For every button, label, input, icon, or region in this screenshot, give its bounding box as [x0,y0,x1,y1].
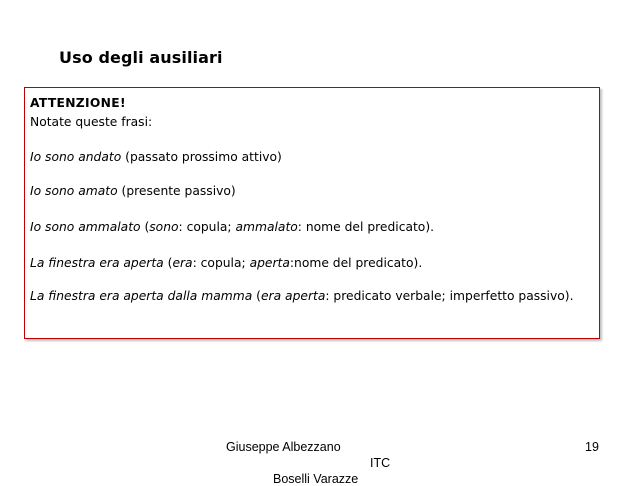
sentence-2-italic: Io sono amato [30,184,118,198]
sentence-4-term-aperta: aperta [249,256,290,270]
intro-text: Notate queste frasi: [30,115,153,129]
sentence-5-italic: La finestra era aperta dalla mamma [30,289,253,303]
sentence-2 [30,184,236,199]
attention-heading: ATTENZIONE! [30,96,126,110]
sentence-5-note-close: : predicato verbale; imperfetto passivo). [325,289,574,303]
slide-title: Uso degli ausiliari [59,48,223,67]
footer-school: Boselli Varazze [273,472,359,486]
sentence-3-note-open: ( [140,220,150,234]
sentence-3 [30,220,434,235]
sentence-4-note-open: ( [163,256,173,270]
sentence-3-italic: Io sono ammalato [30,220,141,234]
sentence-5-note-open: ( [252,289,261,303]
footer-itc: ITC [370,456,391,470]
sentence-3-term-sono: sono [149,220,179,234]
sentence-5 [30,289,573,304]
sentence-4-italic: La finestra era aperta [30,256,164,270]
sentence-1-italic: Io sono andato [30,150,122,164]
page-number: 19 [585,440,599,454]
sentence-4-note-mid: : copula; [192,256,250,270]
footer-author: Giuseppe Albezzano [226,440,341,454]
attention-box [24,87,600,339]
sentence-4 [30,256,422,271]
sentence-1-note: (passato prossimo attivo) [121,150,282,164]
sentence-3-note-mid: : copula; [178,220,236,234]
sentence-2-note: (presente passivo) [117,184,236,198]
sentence-4-term-era: era [172,256,193,270]
sentence-3-note-close: : nome del predicato). [297,220,435,234]
sentence-4-note-close: :nome del predicato). [289,256,423,270]
sentence-3-term-ammalato: ammalato [235,220,298,234]
sentence-5-term-era-aperta: era aperta [260,289,326,303]
sentence-1 [30,150,282,165]
